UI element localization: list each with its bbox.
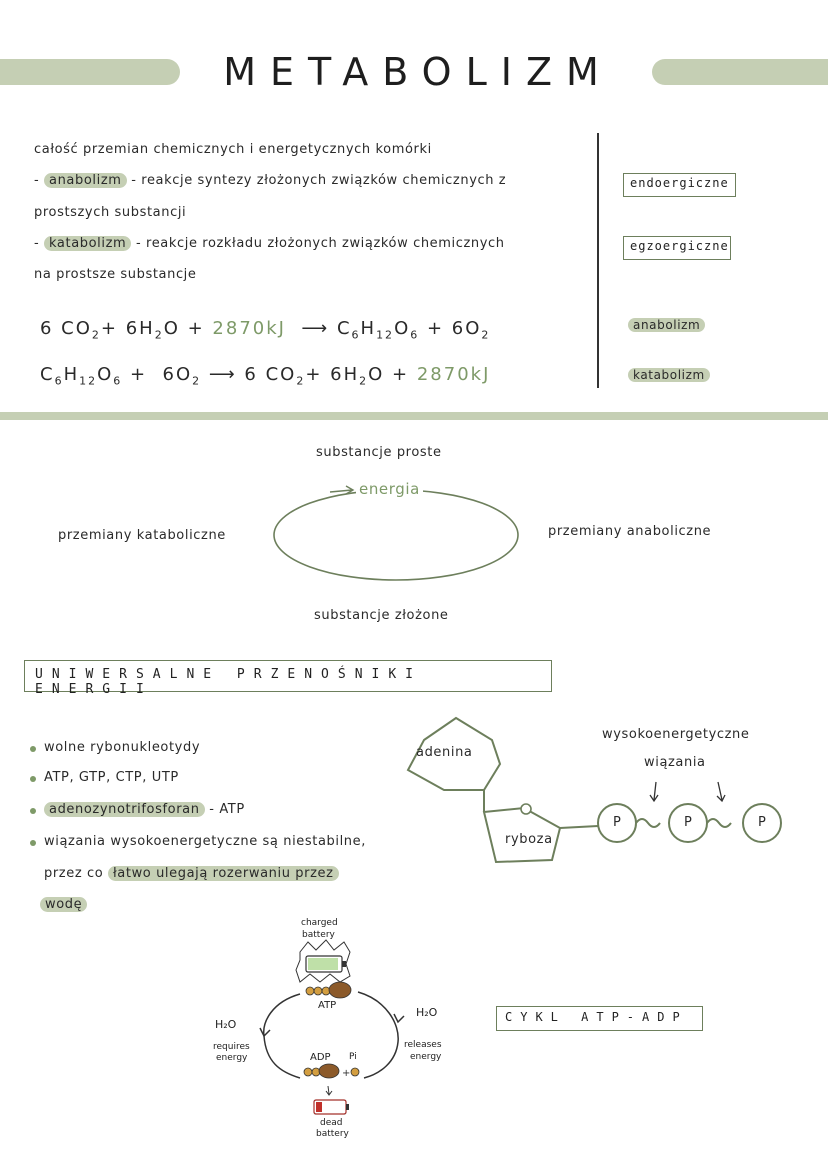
anabolizm-desc-2: prostszych substancji xyxy=(34,205,187,220)
katabolizm-desc-2: na prostsze substancje xyxy=(34,267,197,282)
adp-phosphate-icon xyxy=(304,1068,312,1076)
phosphate-label-3: P xyxy=(758,815,767,830)
cycle-ellipse xyxy=(274,490,518,580)
bullet-3-term: adenozynotrifosforan xyxy=(44,802,205,817)
bullet-2: ATP, GTP, CTP, UTP xyxy=(44,770,179,785)
definition-intro: całość przemian chemicznych i energetycznych komórki xyxy=(34,142,432,157)
atp-adp-cycle-heading: CYKL ATP-ADP xyxy=(496,1006,703,1031)
pi-label: Pi xyxy=(349,1052,357,1062)
bullet-3-rest: - ATP xyxy=(209,802,245,817)
battery-charge-fill xyxy=(308,958,338,970)
katabolizm-line xyxy=(34,236,505,251)
bullet-4-line-a: wiązania wysokoenergetyczne są niestabilne, xyxy=(44,834,366,849)
cycle-top-label: substancje proste xyxy=(316,445,442,460)
high-energy-bond-1 xyxy=(636,819,660,827)
atp-label-high: wysokoenergetyczne xyxy=(602,727,750,742)
atp-label: ATP xyxy=(318,1000,337,1011)
phosphate-label-2: P xyxy=(684,815,693,830)
adenine-label: adenina xyxy=(416,745,473,760)
atp-phosphate-icon xyxy=(314,987,322,995)
dash: - xyxy=(34,236,45,251)
bond-arrow-2 xyxy=(717,782,725,801)
katabolizm-desc-1: - reakcje rozkładu złożonych związków chemicznych xyxy=(136,236,505,251)
ribose-oxygen xyxy=(521,804,531,814)
cycle-right-arc xyxy=(358,992,398,1078)
pi-icon xyxy=(351,1068,359,1076)
dead-battery-terminal xyxy=(346,1104,349,1110)
adp-label: ADP xyxy=(310,1052,331,1063)
dash: - xyxy=(34,173,45,188)
ribose-phosphate-link xyxy=(560,826,598,828)
bullet-4-highlight-2: wodę xyxy=(40,897,87,912)
bullet-dot xyxy=(30,808,36,814)
bullet-dot xyxy=(30,776,36,782)
h2o-right-label: H₂O xyxy=(416,1006,438,1019)
bullet-3 xyxy=(44,802,245,817)
cycle-energy-label: energia xyxy=(356,480,423,498)
bullet-1: wolne rybonukleotydy xyxy=(44,740,201,755)
atp-phosphate-icon xyxy=(306,987,314,995)
cycle-left-arc xyxy=(264,994,300,1036)
dead-label: dead xyxy=(320,1118,343,1128)
bullet-4-plain: przez co xyxy=(44,866,104,881)
bullet-4-highlight: łatwo ulegają rozerwaniu przez xyxy=(108,866,339,881)
bond-arrow-1 xyxy=(650,782,658,801)
charged-label: charged xyxy=(301,918,338,928)
atp-label-bonds: wiązania xyxy=(644,755,706,770)
cycle-left-lower-arc xyxy=(264,1036,300,1078)
cycle-bottom-label: substancje złożone xyxy=(314,608,449,623)
high-energy-bond-2 xyxy=(707,819,731,827)
releases-label: releases xyxy=(404,1040,442,1050)
equation-2: $C_6H_{12}O_6 + 6O_2$ ⟶ 6 $CO_2+ 6H_2O + 2870kJ$ xyxy=(40,364,491,388)
cycle-left-label: przemiany kataboliczne xyxy=(58,528,226,543)
atp-structure-diagram xyxy=(400,712,800,882)
label-katabolizm: katabolizm xyxy=(628,368,710,382)
carriers-heading: UNIWERSALNE PRZENOŚNIKI ENERGII xyxy=(24,660,552,692)
bullet-dot xyxy=(30,746,36,752)
requires-label: requires xyxy=(213,1042,250,1052)
plus-sign: + xyxy=(342,1068,351,1079)
h2o-left-label: H₂O xyxy=(215,1018,237,1031)
equation-1: 6 $CO_2+ 6H_2O + 2870kJ$ ⟶ $C_6H_{12}O_6 + 6O_2$ xyxy=(40,318,491,342)
label-egzoergiczne: egzoergiczne xyxy=(623,236,731,260)
katabolizm-term: katabolizm xyxy=(44,236,131,251)
anabolizm-term: anabolizm xyxy=(44,173,127,188)
energy-left-label: energy xyxy=(216,1053,248,1063)
energy-right-label: energy xyxy=(410,1052,442,1062)
dead-battery-fill xyxy=(316,1102,322,1112)
cycle-right-arc-head xyxy=(394,1014,404,1022)
title-bar-right xyxy=(652,59,828,85)
battery-top-label: battery xyxy=(302,930,335,940)
title-bar-left xyxy=(0,59,180,85)
bullet-4-line-c xyxy=(40,897,87,912)
equation-1-energy: 2870kJ xyxy=(212,318,286,339)
anabolizm-line xyxy=(34,173,506,188)
battery-bottom-label: battery xyxy=(316,1129,349,1139)
equation-2-energy: 2870kJ xyxy=(416,364,491,385)
page-title: METABOLIZM xyxy=(223,50,613,94)
label-endoergiczne: endoergiczne xyxy=(623,173,736,197)
ribose-label: ryboza xyxy=(505,832,553,847)
label-anabolizm: anabolizm xyxy=(628,318,705,332)
down-arrow-icon xyxy=(326,1086,332,1095)
cycle-left-arc-head xyxy=(260,1028,270,1036)
adp-body-icon xyxy=(319,1064,339,1078)
battery-terminal xyxy=(342,961,346,967)
vertical-divider xyxy=(597,133,599,388)
phosphate-label-1: P xyxy=(613,815,622,830)
section-separator xyxy=(0,412,828,420)
anabolizm-desc-1: - reakcje syntezy złożonych związków chemicznych z xyxy=(131,173,507,188)
bullet-4-line-b xyxy=(44,866,339,881)
atp-body-icon xyxy=(329,982,351,998)
bullet-dot xyxy=(30,840,36,846)
cycle-right-label: przemiany anaboliczne xyxy=(548,524,712,539)
